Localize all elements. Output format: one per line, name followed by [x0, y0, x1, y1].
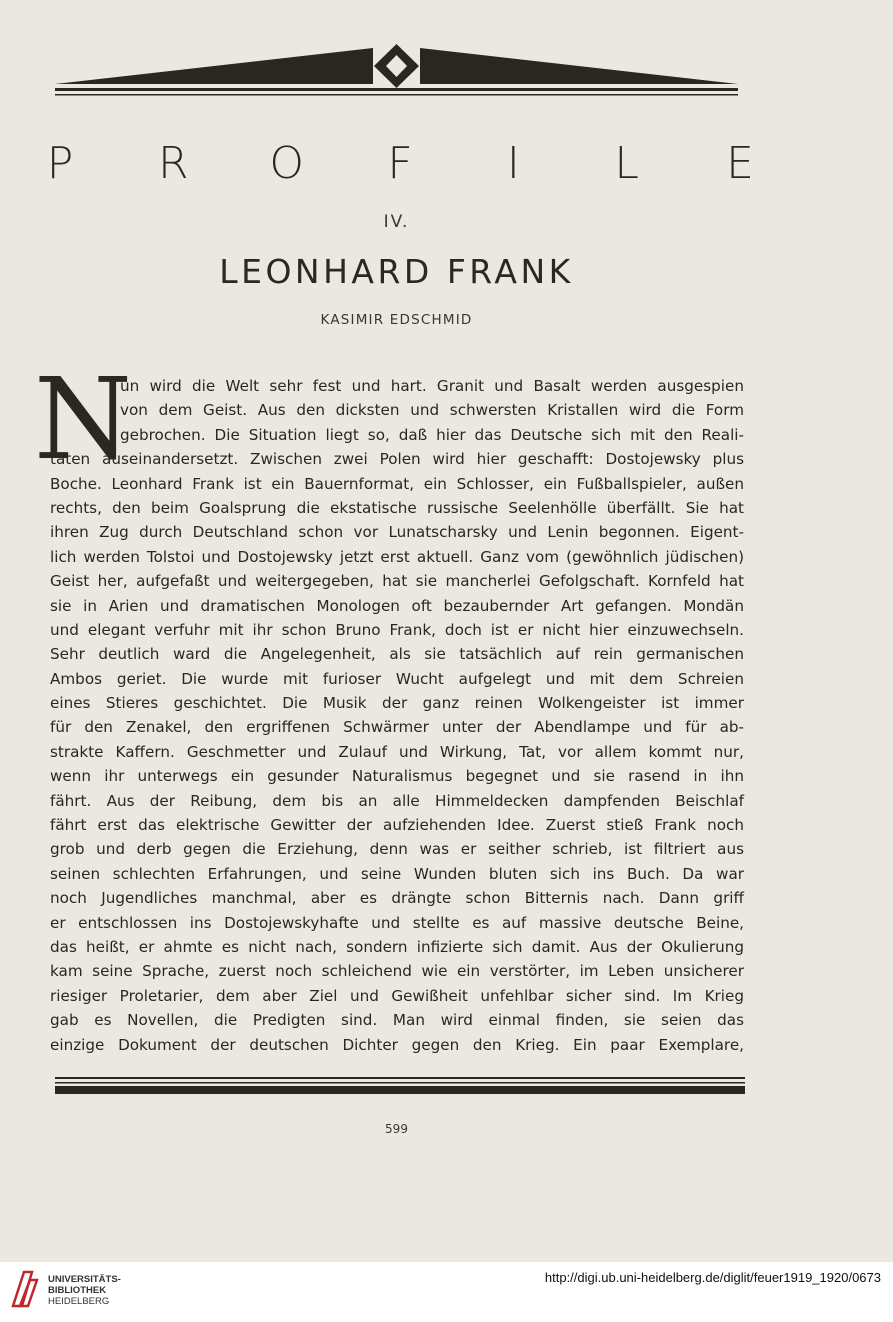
profile-letter: P [46, 138, 74, 189]
article-body [50, 374, 744, 1057]
permalink-url[interactable]: http://digi.ub.uni-heidelberg.de/diglit/feuer1919_1920/0673 [544, 1270, 881, 1285]
text-line: seinen schlechten Erfahrungen, und seine Wunden bluten sich ins Buch. Da war [50, 864, 744, 883]
text-line: eines Stieres geschichtet. Die Musik der ganz reinen Wolkengeister ist immer [50, 694, 744, 713]
text-line: einzige Dokument der deutschen Dichter gegen den Krieg. Ein paar Exemplare, [50, 1035, 744, 1054]
text-line: fährt erst das elektrische Gewitter der aufziehenden Idee. Zuerst stieß Frank noch [50, 816, 744, 835]
series-title-profile [40, 138, 760, 189]
author-name: KASIMIR EDSCHMID [320, 312, 473, 328]
text-line: kam seine Sprache, zuerst noch schleichend wie ein verstörter, im Leben unsicherer [50, 962, 744, 981]
text-line: und elegant verfuhr mit ihr schon Bruno Frank, doch ist er nicht hier einzuwechseln. [50, 620, 744, 639]
text-line: das heißt, er ahmte es nicht nach, sondern infizierte sich damit. Aus der Okulierung [50, 937, 744, 956]
text-line: Boche. Leonhard Frank ist ein Bauernformat, ein Schlosser, ein Fußballspieler, außen [50, 474, 744, 493]
profile-letter: L [614, 138, 639, 189]
text-line: un wird die Welt sehr fest und hart. Granit und Basalt werden ausgespien [120, 377, 744, 395]
header-ornament [55, 44, 738, 100]
profile-letter: E [726, 138, 754, 189]
text-line: ihren Zug durch Deutschland schon vor Lunatscharsky und Lenin begonnen. Eigent- [50, 523, 744, 542]
text-line: wenn ihr unterwegs ein gesunder Naturalismus begegnet und sie rasend in ihn [50, 767, 744, 786]
text-line: strakte Kaffern. Geschmetter und Zulauf und Wirkung, Tat, vor allem kommt nur, [50, 742, 744, 761]
part-number: IV. [383, 212, 410, 232]
text-line: grob und derb gegen die Erziehung, denn was er seither schrieb, ist filtriert aus [50, 840, 744, 859]
text-line: er entschlossen ins Dostojewskyhafte und stellte es auf massive deutsche Beine, [50, 913, 744, 932]
library-name-line: HEIDELBERG [48, 1296, 110, 1307]
text-line: fährt. Aus der Reibung, dem bis an alle Himmeldecken dampfenden Beischlaf [50, 791, 744, 810]
footer-rule [55, 1077, 745, 1095]
text-line: noch Jugendliches manchmal, aber es drängte schon Bitternis nach. Dann griff [50, 889, 744, 908]
text-line: riesiger Proletarier, dem aber Ziel und Gewißheit unfehlbar sicher sind. Im Krieg [50, 986, 744, 1005]
article-title: LEONHARD FRANK [219, 252, 574, 291]
text-line: täten auseinandersetzt. Zwischen zwei Polen wird hier geschafft: Dostojewsky plus [50, 450, 744, 469]
library-name-line: BIBLIOTHEK [48, 1285, 107, 1296]
profile-letter: O [269, 138, 304, 189]
profile-letter: F [387, 138, 413, 189]
text-line: für den Zenakel, den ergriffenen Schwärmer unter der Abendlampe und für ab- [50, 718, 744, 737]
drop-cap: N [34, 355, 132, 485]
text-line: Ambos geriet. Die wurde mit furioser Wucht aufgelegt und mit dem Schreien [50, 669, 744, 688]
text-line: Sehr deutlich ward die Angelegenheit, als sie tatsächlich auf rein germanischen [50, 645, 744, 664]
library-name-line: UNIVERSITÄTS- [48, 1274, 121, 1285]
text-line: Geist her, aufgefaßt und weitergegeben, hat sie mancherlei Gefolgschaft. Kornfeld hat [50, 572, 744, 591]
library-name [48, 1274, 121, 1307]
text-line: lich werden Tolstoi und Dostojewsky jetzt erst aktuell. Ganz vom (gewöhnlich jüdischen) [50, 547, 744, 566]
text-line: sie in Arien und dramatischen Monologen oft bezaubernder Art gefangen. Mondän [50, 596, 744, 615]
text-line: gebrochen. Die Situation liegt so, daß hier das Deutsche sich mit den Reali- [120, 425, 744, 444]
text-line: rechts, den beim Goalsprung die ekstatische russische Seelenhölle überfällt. Sie hat [50, 498, 744, 517]
library-logo-icon [10, 1266, 40, 1310]
text-line: gab es Novellen, die Predigten sind. Man wird einmal finden, sie seien das [50, 1011, 744, 1030]
profile-letter: I [506, 138, 520, 189]
profile-letter: R [158, 138, 189, 189]
digitization-footer [0, 1262, 893, 1322]
page-number: 599 [385, 1122, 408, 1136]
text-line: von dem Geist. Aus den dicksten und schwersten Kristallen wird die Form [120, 401, 744, 420]
